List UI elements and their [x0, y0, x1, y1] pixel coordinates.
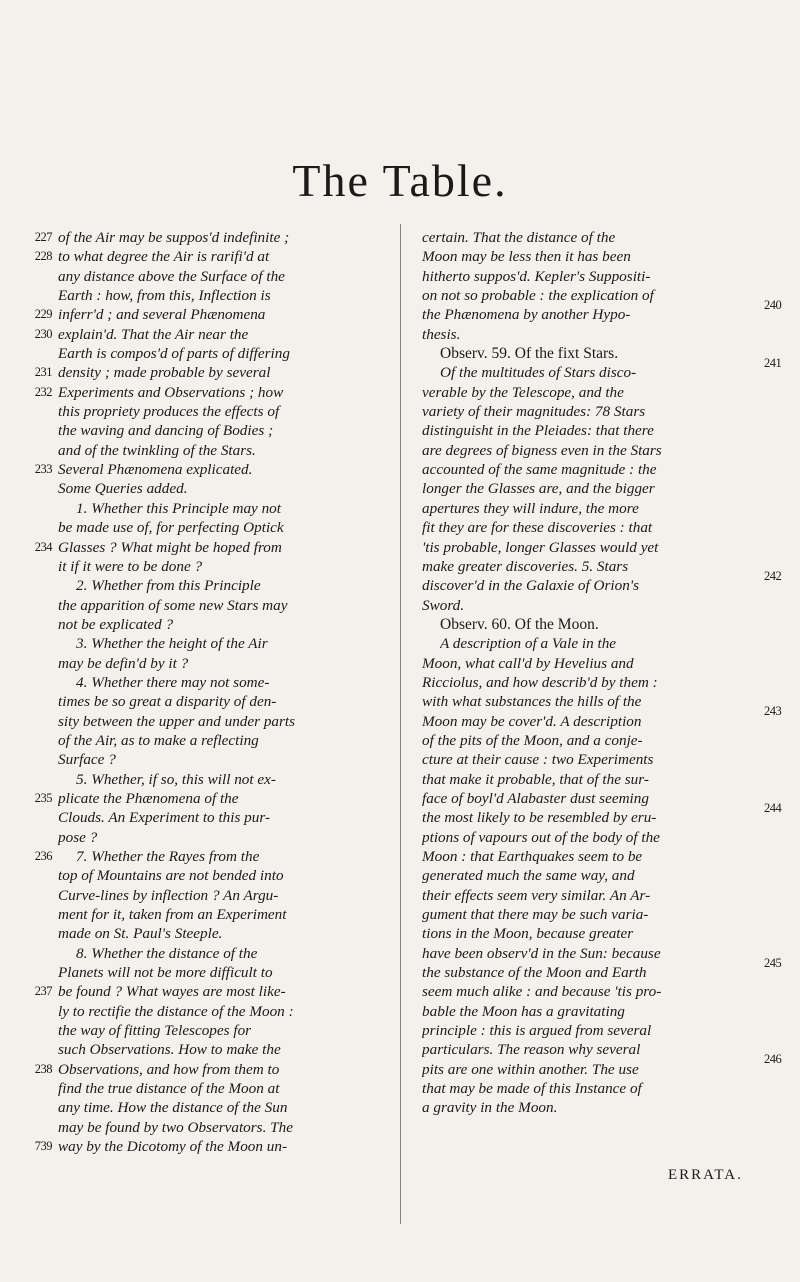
line-text: distinguisht in the Pleiades: that there	[422, 422, 654, 440]
text-line	[422, 963, 752, 982]
text-line	[58, 596, 386, 615]
line-text: with what substances the hills of the	[422, 693, 642, 711]
text-line	[34, 1060, 386, 1079]
text-line	[422, 596, 752, 615]
text-line	[422, 789, 782, 815]
text-line	[58, 828, 386, 847]
page-reference-number: 243	[764, 704, 782, 719]
line-text: generated much the same way, and	[422, 867, 635, 885]
text-line	[422, 905, 752, 924]
line-text: density ; made probable by several	[58, 364, 271, 382]
errata-heading: ERRATA.	[668, 1167, 743, 1183]
text-line	[58, 712, 386, 731]
text-line	[58, 441, 386, 460]
line-text: Moon : that Earthquakes seem to be	[422, 848, 643, 865]
line-text: this propriety produces the effects of	[58, 403, 280, 421]
text-line	[58, 1021, 386, 1040]
text-line	[422, 808, 752, 827]
line-text: the substance of the Moon and Earth	[422, 964, 647, 982]
line-text: pose ?	[58, 828, 98, 846]
text-line	[422, 344, 782, 371]
page-reference-number: 231	[34, 365, 52, 380]
text-line	[58, 634, 386, 653]
page-reference-number: 238	[34, 1061, 52, 1076]
line-text: Moon may be less then it has been	[422, 248, 631, 266]
text-line	[422, 1021, 752, 1040]
line-text: 'tis probable, longer Glasses would yet	[422, 538, 659, 556]
line-text: any time. How the distance of the Sun	[58, 1099, 288, 1117]
line-text: Observ. 60. Of the Moon.	[440, 615, 599, 633]
text-line	[422, 1098, 752, 1117]
text-line	[34, 363, 386, 382]
line-text: 1. Whether this Principle may not	[76, 499, 281, 517]
text-line	[58, 944, 386, 963]
text-line	[422, 228, 752, 247]
text-line	[422, 1079, 752, 1098]
text-line	[34, 982, 386, 1001]
line-text: variety of their magnitudes: 78 Stars	[422, 403, 646, 421]
text-line	[422, 886, 752, 905]
line-text: Moon may be cover'd. A description	[422, 712, 642, 730]
text-line	[58, 615, 386, 634]
page-reference-number: 246	[764, 1052, 782, 1067]
line-text: may be found by two Observators. The	[58, 1118, 293, 1136]
text-line	[34, 1137, 386, 1156]
page-reference-number: 233	[34, 462, 52, 477]
text-line	[422, 286, 782, 313]
text-line	[422, 731, 752, 750]
text-line	[58, 499, 386, 518]
line-text: hitherto suppos'd. Kepler's Suppositi-	[422, 267, 651, 285]
line-text: 8. Whether the distance of the	[76, 944, 258, 962]
text-line	[422, 866, 752, 885]
text-line	[422, 1040, 782, 1067]
line-text: the apparition of some new Stars may	[58, 596, 288, 614]
line-text: to what degree the Air is rarifi'd at	[58, 248, 270, 266]
line-text: their effects seem very similar. An Ar-	[422, 886, 651, 904]
text-line	[58, 654, 386, 673]
text-line	[58, 1002, 386, 1021]
line-text: ptions of vapours out of the body of the	[422, 828, 660, 846]
text-line	[34, 847, 386, 866]
text-line	[58, 963, 386, 982]
text-line	[58, 866, 386, 885]
line-text: accounted of the same magnitude : the	[422, 461, 657, 479]
left-column	[34, 228, 386, 1157]
line-text: explain'd. That the Air near the	[58, 325, 249, 343]
line-text: Surface ?	[58, 751, 116, 769]
text-line	[422, 325, 752, 344]
line-text: top of Mountains are not bended into	[58, 867, 284, 885]
line-text: that may be made of this Instance of	[422, 1080, 642, 1098]
text-line	[34, 383, 386, 402]
line-text: plicate the Phænomena of the	[58, 789, 239, 807]
line-text: gument that there may be such varia-	[422, 906, 649, 924]
line-text: face of boyl'd Alabaster dust seeming	[422, 789, 649, 807]
line-text: the waving and dancing of Bodies ;	[58, 422, 274, 440]
line-text: make greater discoveries. 5. Stars	[422, 557, 629, 575]
text-line	[422, 847, 752, 866]
line-text: Several Phænomena explicated.	[58, 461, 253, 479]
text-line	[422, 654, 752, 673]
text-line	[422, 924, 752, 943]
text-line	[422, 673, 752, 692]
page-reference-number: 235	[34, 790, 52, 805]
text-line	[422, 712, 752, 731]
text-line	[422, 1002, 752, 1021]
line-text: of the Air may be suppos'd indefinite ;	[58, 229, 290, 246]
line-text: Glasses ? What might be hoped from	[58, 538, 282, 556]
text-line	[58, 479, 386, 498]
line-text: may be defin'd by it ?	[58, 654, 189, 672]
right-column	[422, 228, 782, 1118]
line-text: verable by the Telescope, and the	[422, 383, 624, 401]
text-line	[58, 692, 386, 711]
line-text: not be explicated ?	[58, 615, 174, 633]
line-text: of the Air, as to make a reflecting	[58, 731, 259, 749]
line-text: have been observ'd in the Sun: because	[422, 944, 661, 962]
line-text: Some Queries added.	[58, 480, 188, 498]
line-text: times be so great a disparity of den-	[58, 693, 277, 711]
text-line	[422, 770, 752, 789]
text-line	[422, 267, 752, 286]
line-text: Observ. 59. Of the fixt Stars.	[440, 345, 619, 363]
text-line	[58, 886, 386, 905]
line-text: be made use of, for perfecting Optick	[58, 519, 284, 537]
text-line	[422, 538, 752, 557]
line-text: tions in the Moon, because greater	[422, 925, 634, 943]
page-reference-number: 236	[34, 849, 52, 863]
page-title: The Table.	[292, 155, 508, 206]
line-text: thesis.	[422, 325, 461, 343]
line-text: apertures they will indure, the more	[422, 499, 639, 517]
text-line	[422, 518, 752, 537]
page-reference-number: 228	[34, 249, 52, 264]
line-text: are degrees of bigness even in the Stars	[422, 441, 662, 459]
line-text: it if it were to be done ?	[58, 557, 203, 575]
line-text: seem much alike : and because 'tis pro-	[422, 983, 662, 1001]
line-text: on not so probable : the explication of	[422, 287, 654, 305]
text-line	[422, 944, 782, 970]
text-line	[58, 1040, 386, 1059]
text-line	[422, 634, 752, 653]
line-text: 4. Whether there may not some-	[76, 673, 270, 691]
line-text: be found ? What wayes are most like-	[58, 983, 286, 1001]
line-text: such Observations. How to make the	[58, 1041, 281, 1059]
text-line	[422, 982, 752, 1001]
line-text: the way of fitting Telescopes for	[58, 1022, 252, 1040]
text-line	[34, 305, 386, 324]
line-text: cture at their cause : two Experiments	[422, 751, 654, 769]
page-reference-number: 237	[34, 984, 52, 999]
line-text: 3. Whether the height of the Air	[76, 635, 268, 653]
line-text: way by the Dicotomy of the Moon un-	[58, 1138, 288, 1156]
text-line	[34, 247, 386, 266]
line-text: 5. Whether, if so, this will not ex-	[76, 770, 276, 788]
text-line	[58, 808, 386, 827]
text-line	[58, 402, 386, 421]
line-text: Curve-lines by inflection ? An Argu-	[58, 886, 279, 904]
line-text: and of the twinkling of the Stars.	[58, 441, 256, 459]
line-text: inferr'd ; and several Phænomena	[58, 306, 266, 324]
page-reference-number: 739	[34, 1139, 52, 1154]
page-reference-number: 245	[764, 955, 782, 970]
line-text: fit they are for these discoveries : that	[422, 519, 653, 537]
text-line	[58, 1079, 386, 1098]
line-text: particulars. The reason why several	[422, 1041, 641, 1059]
text-line	[58, 731, 386, 750]
text-line	[422, 363, 752, 382]
text-line	[422, 750, 752, 769]
page-reference-number: 232	[34, 384, 52, 399]
text-line	[34, 228, 386, 247]
page-reference-number: 241	[764, 356, 782, 371]
line-text: Earth is compos'd of parts of differing	[58, 345, 290, 363]
page-reference-number: 242	[764, 568, 782, 583]
line-text: bable the Moon has a gravitating	[422, 1002, 625, 1020]
text-line	[58, 905, 386, 924]
text-line	[58, 924, 386, 943]
line-text: longer the Glasses are, and the bigger	[422, 480, 655, 498]
text-line	[422, 615, 752, 634]
text-line	[58, 1098, 386, 1117]
line-text: Observations, and how from them to	[58, 1060, 280, 1078]
text-line	[422, 557, 782, 583]
text-line	[422, 441, 752, 460]
line-text: sity between the upper and under parts	[58, 712, 296, 730]
text-line	[422, 576, 752, 595]
line-text: made on St. Paul's Steeple.	[58, 925, 223, 943]
text-line	[58, 267, 386, 286]
text-line	[34, 789, 386, 808]
text-line	[422, 499, 752, 518]
text-line	[58, 286, 386, 305]
text-line	[422, 247, 752, 266]
line-text: that make it probable, that of the sur-	[422, 770, 649, 788]
line-text: Ricciolus, and how describ'd by them :	[422, 673, 658, 691]
page-reference-number: 234	[34, 539, 52, 554]
line-text: any distance above the Surface of the	[58, 267, 285, 285]
text-line	[422, 421, 752, 440]
line-text: 7. Whether the Rayes from the	[76, 848, 260, 865]
line-text: the Phænomena by another Hypo-	[422, 306, 631, 324]
line-text: Earth : how, from this, Inflection is	[58, 287, 271, 305]
text-line	[422, 305, 752, 324]
line-text: Planets will not be more difficult to	[58, 964, 273, 982]
text-line	[58, 518, 386, 537]
line-text: discover'd in the Galaxie of Orion's	[422, 577, 639, 595]
text-line	[58, 673, 386, 692]
page-reference-number: 229	[34, 307, 52, 322]
line-text: ment for it, taken from an Experiment	[58, 906, 287, 924]
text-line	[58, 750, 386, 769]
text-line	[58, 1118, 386, 1137]
text-line	[422, 1060, 752, 1079]
text-line	[58, 770, 386, 789]
text-line	[58, 344, 386, 363]
text-line	[34, 325, 386, 344]
line-text: certain. That the distance of the	[422, 229, 616, 246]
text-line	[422, 402, 752, 421]
page-reference-number: 227	[34, 230, 52, 244]
text-line	[422, 479, 752, 498]
line-text: find the true distance of the Moon at	[58, 1080, 280, 1098]
page-reference-number: 230	[34, 326, 52, 341]
line-text: Clouds. An Experiment to this pur-	[58, 809, 271, 827]
text-line	[422, 692, 782, 719]
line-text: Of the multitudes of Stars disco-	[440, 364, 637, 382]
line-text: Moon, what call'd by Hevelius and	[422, 654, 634, 672]
text-line	[58, 421, 386, 440]
text-line	[422, 383, 752, 402]
page-reference-number: 240	[764, 298, 782, 313]
line-text: Experiments and Observations ; how	[58, 383, 284, 401]
text-line	[34, 460, 386, 479]
page-reference-number: 244	[764, 800, 782, 815]
text-line	[422, 460, 752, 479]
column-divider	[400, 224, 401, 1224]
text-line	[58, 557, 386, 576]
line-text: Sword.	[422, 596, 465, 614]
line-text: a gravity in the Moon.	[422, 1099, 558, 1117]
line-text: pits are one within another. The use	[422, 1060, 639, 1078]
line-text: 2. Whether from this Principle	[76, 577, 261, 595]
line-text: A description of a Vale in the	[440, 635, 617, 653]
line-text: the most likely to be resembled by eru-	[422, 809, 657, 827]
text-line	[58, 576, 386, 595]
text-line	[34, 538, 386, 557]
line-text: principle : this is argued from several	[422, 1022, 652, 1040]
text-line	[422, 828, 752, 847]
line-text: ly to rectifie the distance of the Moon :	[58, 1002, 294, 1020]
line-text: of the pits of the Moon, and a conje-	[422, 731, 643, 749]
